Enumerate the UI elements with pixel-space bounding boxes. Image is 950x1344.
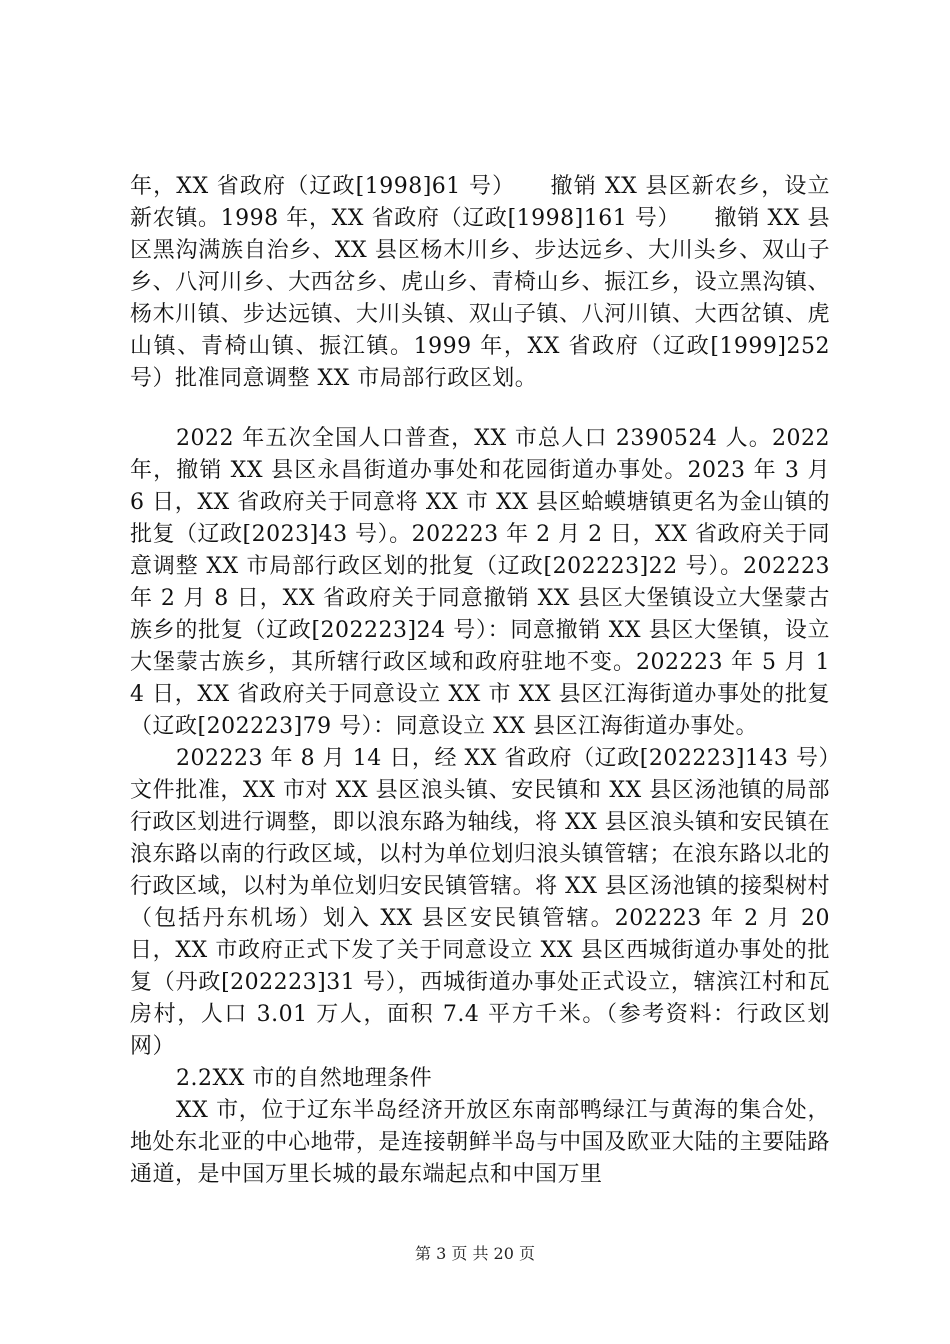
paragraph-admin-history-1998: 年，XX 省政府（辽政[1998]61 号） 撤销 XX 县区新农乡，设立新农镇。1998 年，XX 省政府（辽政[1998]161 号） 撤销 XX 县区黑沟满族自治乡、XX 县区杨木川乡、步达远乡、大川头乡、双山子乡、八河川乡、大西岔乡、虎山乡、青椅山乡、振江乡，设立黑沟镇、杨木川镇、步达远镇、大川头镇、双山子镇、八河川镇、大西岔镇、虎山镇、青椅山镇、振江镇。1999 年，XX 省政府（辽政[1999]252 号）批准同意调整 XX 市局部行政区划。	[130, 174, 838, 391]
paragraph-census-2022: 2022 年五次全国人口普查，XX 市总人口 2390524 人。2022 年，撤销 XX 县区永昌街道办事处和花园街道办事处。2023 年 3 月 6 日，XX 省政府关于同意将 XX 市 XX 县区蛤蟆塘镇更名为金山镇的批复（辽政[2023]43 号）。202223 年 2 月 2 日，XX 省政府关于同意调整 XX 市局部行政区划的批复（辽政[202223]22 号）。202223 年 2 月 8 日，XX 省政府关于同意撤销 XX 县区大堡镇设立大堡蒙古族乡的批复（辽政[202223]24 号）：同意撤销 XX 县区大堡镇，设立大堡蒙古族乡，其所辖行政区域和政府驻地不变。202223 年 5 月 14 日，XX 省政府关于同意设立 XX 市 XX 县区江海街道办事处的批复（辽政[202223]79 号）：同意设立 XX 县区江海街道办事处。	[130, 426, 838, 739]
page-number-footer: 第 3 页 共 20 页	[415, 1244, 535, 1263]
document-body	[130, 171, 838, 1191]
paragraph-adjustment-202223: 202223 年 8 月 14 日，经 XX 省政府（辽政[202223]143 号）文件批准，XX 市对 XX 县区浪头镇、安民镇和 XX 县区汤池镇的局部行政区划进行调整，即以浪东路为轴线，将 XX 县区浪头镇和安民镇在浪东路以南的行政区域，以村为单位划归浪头镇管辖；在浪东路以北的行政区域，以村为单位划归安民镇管辖。将 XX 县区汤池镇的接梨树村（包括丹东机场）划入 XX 县区安民镇管辖。202223 年 2 月 20 日，XX 市政府正式下发了关于同意设立 XX 县区西城街道办事处的批复（丹政[202223]31 号），西城街道办事处正式设立，辖滨江村和瓦房村，人口 3.01 万人，面积 7.4 平方千米。（参考资料：行政区划网）	[130, 746, 838, 1059]
paragraph-geography: XX 市，位于辽东半岛经济开放区东南部鸭绿江与黄海的集合处，地处东北亚的中心地带，是连接朝鲜半岛与中国及欧亚大陆的主要陆路通道，是中国万里长城的最东端起点和中国万里	[130, 1098, 830, 1187]
section-heading: 2.2XX 市的自然地理条件	[176, 1066, 433, 1091]
